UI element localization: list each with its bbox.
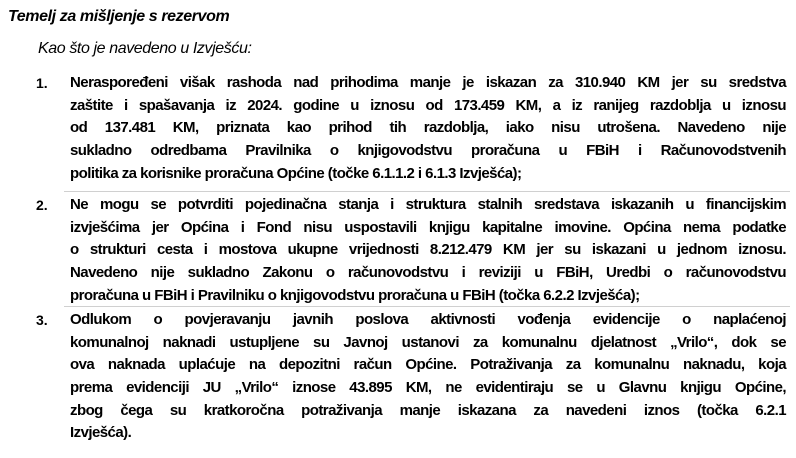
item-line: Odlukom o povjeravanju javnih poslova aktivnosti vođenja evidencije o naplaćenoj: [70, 311, 786, 328]
item-line: o strukturi cesta i mostova ukupne vrijednosti 8.212.479 KM jer su iskazani u jednom iznosu.: [70, 241, 786, 259]
item-line: od 137.481 KM, priznata kao prihod tih razdoblja, iako nisu utrošena. Navedeno nije: [70, 119, 786, 137]
item-line: Ne mogu se potvrditi pojedinačna stanja i struktura stalnih sredstava iskazanih u financijskim: [70, 196, 786, 213]
item-number: 3.: [36, 312, 48, 328]
item-line: zaštite i spašavanja iz 2024. godine u iznosu od 173.459 KM, a iz ranijeg razdoblja u iznosu: [70, 96, 786, 114]
item-line: politika za korisnike proračuna Općine (točke 6.1.1.2 i 6.1.3 Izvješća);: [70, 164, 522, 182]
item-line: komunalnoj naknadi ustupljene su Javnoj ustanovi za komunalnu djelatnost „Vrilo“, dok se: [70, 333, 786, 351]
intro-text: Kao što je navedeno u Izvješću:: [38, 40, 252, 57]
item-line: Neraspoređeni višak rashoda nad prihodima manje je iskazan za 310.940 KM jer su sredstva: [70, 74, 786, 91]
item-line: izvješćima jer Općina i Fond nisu uspostavili knjigu kapitalne imovine. Općina nema podatke: [70, 218, 786, 236]
item-line: ova naknada uplaćuje na depozitni račun Općine. Potraživanja za komunalnu naknadu, koja: [70, 356, 786, 374]
divider: [64, 306, 790, 307]
item-line: sukladno odredbama Pravilnika o knjigovodstvu proračuna u FBiH i Računovodstvenih: [70, 142, 786, 160]
item-line: Navedeno nije sukladno Zakonu o računovodstvu i reviziji u FBiH, Uredbi o računovodstvu: [70, 264, 786, 282]
item-line: Izvješća).: [70, 424, 132, 442]
item-line: prema evidenciji JU „Vrilo“ iznose 43.895 KM, ne evidentiraju se u Glavnu knjigu Općine,: [70, 379, 786, 397]
divider: [64, 191, 790, 192]
item-line: zbog čega su kratkoročna potraživanja manje iskazana za navedeni iznos (točka 6.2.1: [70, 401, 786, 419]
item-line: proračuna u FBiH i Pravilniku o knjigovodstvu proračuna u FBiH (točka 6.2.2 Izvješća);: [70, 286, 640, 304]
item-number: 1.: [36, 75, 48, 91]
section-heading: Temelj za mišljenje s rezervom: [8, 8, 230, 25]
item-number: 2.: [36, 197, 48, 213]
